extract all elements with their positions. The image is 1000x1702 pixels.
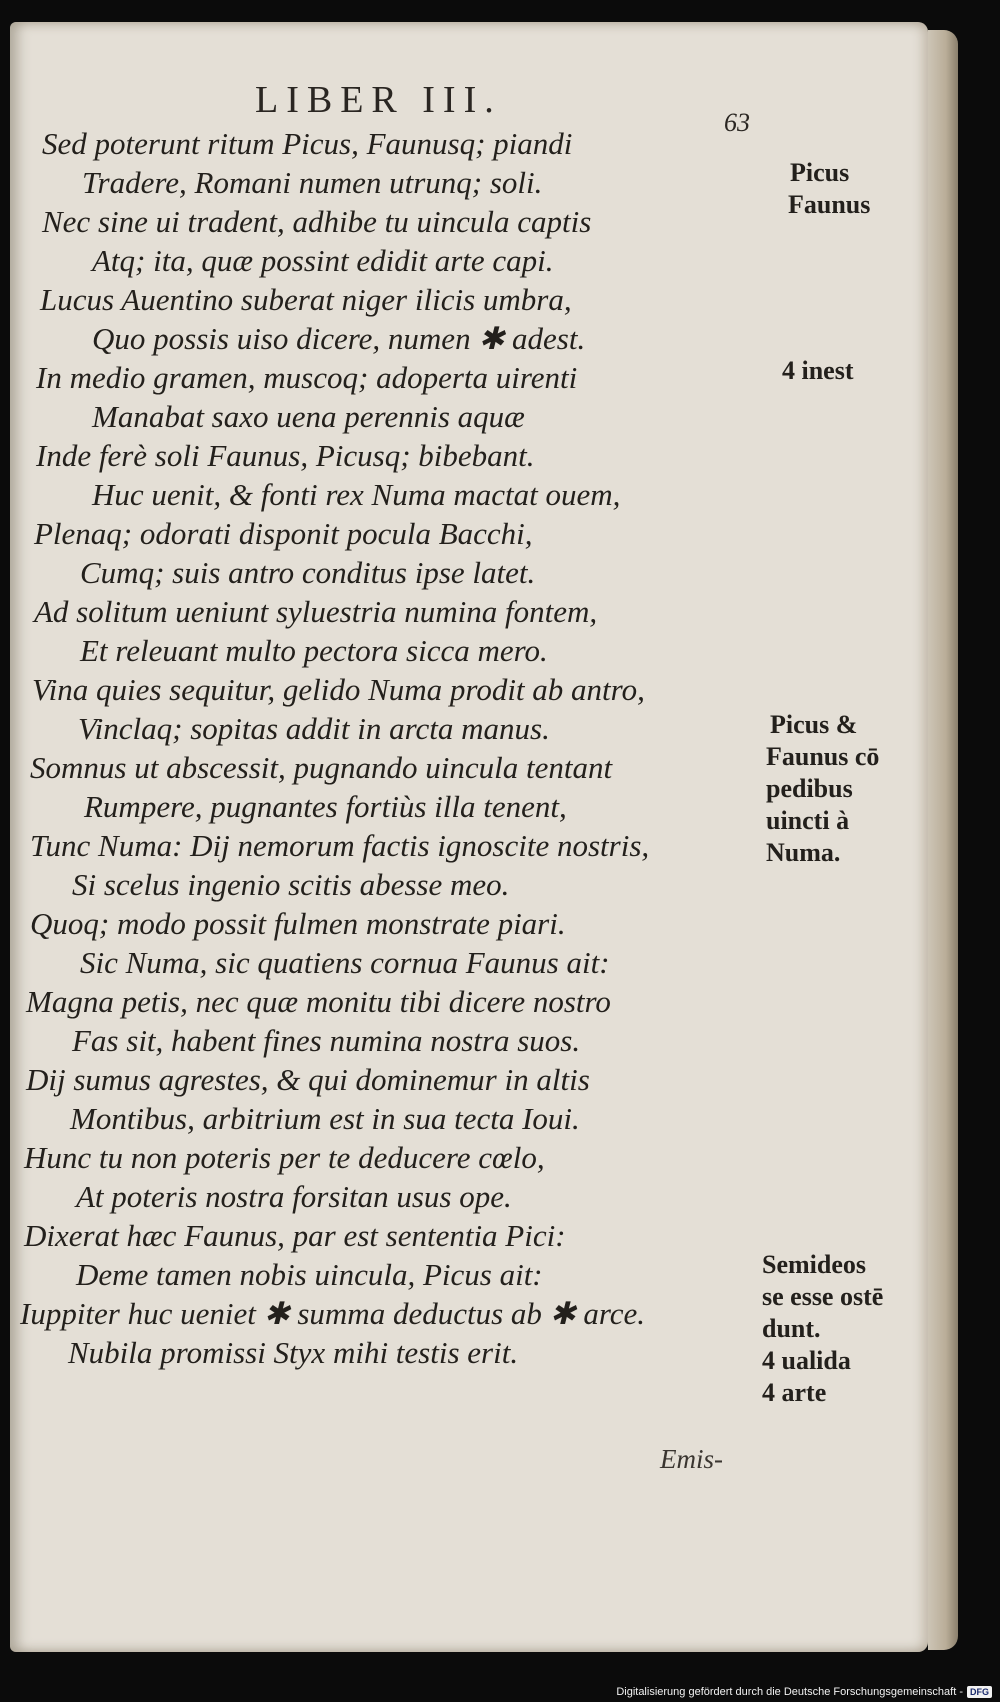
running-head: LIBER III. <box>255 79 502 121</box>
verse-line: Vinclaq; sopitas addit in arcta manus. <box>78 711 550 746</box>
margin-note-line: 4 inest <box>782 356 854 385</box>
verse-line: Tradere, Romani numen utrunq; soli. <box>82 165 543 200</box>
verse-line: Plenaq; odorati disponit pocula Bacchi, <box>34 516 533 551</box>
verse-line: Somnus ut abscessit, pugnando uincula tentant <box>30 750 613 785</box>
verse-line: Tunc Numa: Dij nemorum factis ignoscite nostris, <box>30 828 650 863</box>
page-number: 63 <box>724 108 750 137</box>
verse-line: Et releuant multo pectora sicca mero. <box>80 633 548 668</box>
verse-line: Dij sumus agrestes, & qui dominemur in altis <box>26 1062 590 1097</box>
verse-line: Deme tamen nobis uincula, Picus ait: <box>76 1257 543 1292</box>
verse-line: Huc uenit, & fonti rex Numa mactat ouem, <box>92 477 621 512</box>
verse-line: Montibus, arbitrium est in sua tecta Ioui. <box>70 1101 580 1136</box>
verse-line: Nec sine ui tradent, adhibe tu uincula captis <box>42 204 592 239</box>
verse-line: At poteris nostra forsitan usus ope. <box>76 1179 512 1214</box>
verse-line: Hunc tu non poteris per te deducere cœlo, <box>24 1140 545 1175</box>
margin-note-line: Picus <box>790 158 850 187</box>
verse-line: Si scelus ingenio scitis abesse meo. <box>72 867 510 902</box>
catchword: Emis- <box>660 1444 723 1474</box>
margin-note-line: uincti à <box>766 806 850 835</box>
verse-line: Dixerat hæc Faunus, par est sententia Pici: <box>24 1218 566 1253</box>
verse-line: Lucus Auentino suberat niger ilicis umbra, <box>40 282 572 317</box>
verse-line: Magna petis, nec quæ monitu tibi dicere nostro <box>26 984 611 1019</box>
verse-line: Nubila promissi Styx mihi testis erit. <box>68 1335 519 1370</box>
margin-note-line: Faunus <box>788 190 871 219</box>
margin-note-line: dunt. <box>762 1314 821 1343</box>
verse-line: Rumpere, pugnantes fortiùs illa tenent, <box>84 789 567 824</box>
verse-line: Atq; ita, quæ possint edidit arte capi. <box>92 243 554 278</box>
margin-note-line: Semideos <box>762 1250 866 1279</box>
margin-note-line: 4 arte <box>762 1378 827 1407</box>
verse-line: Manabat saxo uena perennis aquæ <box>92 399 525 434</box>
digitization-footer <box>616 1686 992 1698</box>
margin-note-line: 4 ualida <box>762 1346 851 1375</box>
verse-line: Iuppiter huc ueniet ✱ summa deductus ab ✱ arce. <box>20 1296 646 1331</box>
margin-note-line: Picus & <box>770 710 858 739</box>
margin-note-line: Numa. <box>766 838 841 867</box>
verse-line: Quoq; modo possit fulmen monstrate piari. <box>30 906 566 941</box>
footer-text: Digitalisierung gefördert durch die Deutsche Forschungsgemeinschaft - <box>616 1686 963 1698</box>
verse-line: Sic Numa, sic quatiens cornua Faunus ait: <box>80 945 610 980</box>
page-edge <box>928 30 958 1650</box>
dfg-logo: DFG <box>967 1686 992 1698</box>
verse-line: Fas sit, habent fines numina nostra suos. <box>72 1023 581 1058</box>
verse-line: Inde ferè soli Faunus, Picusq; bibebant. <box>36 438 535 473</box>
verse-line: Cumq; suis antro conditus ipse latet. <box>80 555 536 590</box>
verse-line: Ad solitum ueniunt syluestria numina fontem, <box>34 594 598 629</box>
verse-line: Quo possis uiso dicere, numen ✱ adest. <box>92 321 586 356</box>
margin-note-line: Faunus cō <box>766 742 880 771</box>
verse-line: Vina quies sequitur, gelido Numa prodit ab antro, <box>32 672 645 707</box>
verse-line: In medio gramen, muscoq; adoperta uirenti <box>36 360 578 395</box>
verse-line: Sed poterunt ritum Picus, Faunusq; piandi <box>42 126 573 161</box>
margin-note-line: se esse ostē <box>762 1282 884 1311</box>
margin-note-line: pedibus <box>766 774 853 803</box>
